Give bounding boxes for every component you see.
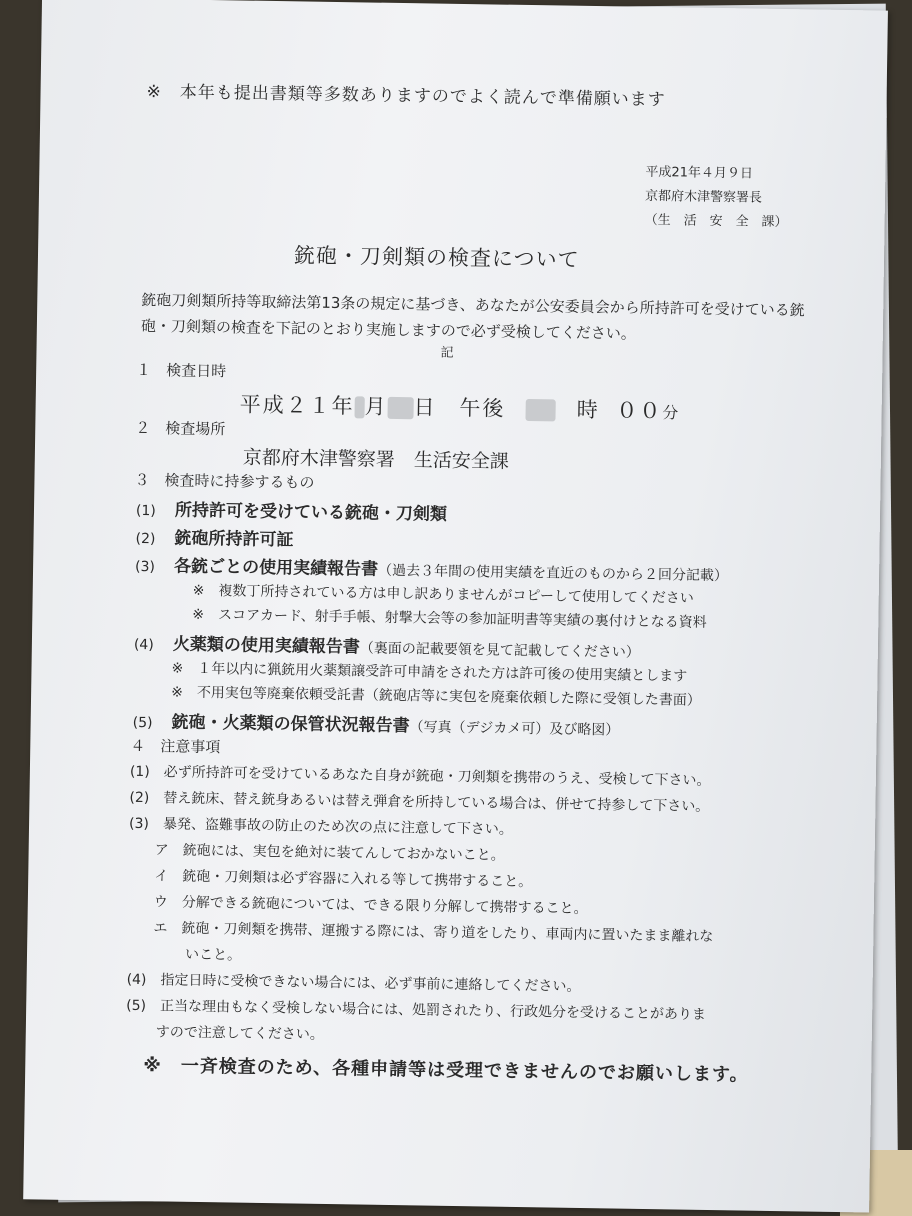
bring-item-4: (4) 火薬類の使用実績報告書（裏面の記載要領を見て記載してください） <box>133 634 640 661</box>
section4-label: ４ 注意事項 <box>130 736 221 757</box>
date-prefix: 平成２１年 <box>239 392 355 419</box>
ki-marker: 記 <box>440 345 454 361</box>
bring-item-5: (5) 銃砲・火薬類の保管状況報告書（写真（デジカメ可）及び略図） <box>132 712 620 739</box>
issue-date: 平成21年４月９日 <box>645 164 754 182</box>
intro-paragraph: 銃砲刀剣類所持等取締法第13条の規定に基づき、あなたが公安委員会から所持許可を受けている銃砲・刀剣類の検査を下記のとおり実施しますので必ず受検してください。 <box>140 290 805 343</box>
caution-sub-u: ウ 分解できる銃砲については、できる限り分解して携帯すること。 <box>153 894 588 918</box>
inspection-datetime <box>239 389 680 426</box>
bring-item-3-note-2: ※ スコアカード、射手手帳、射撃大会等の参加証明書等実績の裏付けとなる資料 <box>192 606 707 631</box>
inspection-place: 京都府木津警察署 生活安全課 <box>242 446 510 473</box>
caution-sub-i: イ 銃砲・刀剣類は必ず容器に入れる等して携帯すること。 <box>154 868 533 891</box>
notice-document <box>23 0 888 1212</box>
issuer-department: （生 活 安 全 課） <box>644 212 788 231</box>
day-unit: 日 <box>413 395 437 420</box>
minutes-value: ００ <box>616 398 663 424</box>
header-note: ※ 本年も提出書類等多数ありますのでよく読んで準備願います <box>146 82 666 111</box>
bring-item-4-note-1: ※ １年以内に猟銃用火薬類譲受許可申請をされた方は許可後の使用実績とします <box>171 660 688 685</box>
caution-item-1: (1) 必ず所持許可を受けているあなた自身が銃砲・刀剣類を携帯のうえ、受検して下さい。 <box>129 763 711 789</box>
redacted-month <box>354 396 364 418</box>
caution-item-2: (2) 替え銃床、替え銃身あるいは替え弾倉を所持している場合は、併せて持参して下さい。 <box>129 789 710 815</box>
bring-item-1: (1) 所持許可を受けている銃砲・刀剣類 <box>135 500 448 525</box>
redacted-day <box>387 397 413 419</box>
section1-label: １ 検査日時 <box>136 360 227 381</box>
footer-note: ※ 一斉検査のため、各種申請等は受理できませんのでお願いします。 <box>143 1055 749 1086</box>
caution-item-3: (3) 暴発、盗難事故の防止のため次の点に注意して下さい。 <box>128 815 514 838</box>
pm-label: 午後 <box>459 395 506 421</box>
caution-sub-e: エ 銃砲・刀剣類を携帯、運搬する際には、寄り道をしたり、車両内に置いたまま離れな <box>153 920 714 946</box>
bring-item-3: (3) 各銃ごとの使用実績報告書（過去３年間の使用実績を直近のものから２回分記載） <box>134 556 729 585</box>
bring-item-3-note-1: ※ 複数丁所持されている方は申し訳ありませんがコピーして使用してください <box>192 582 694 607</box>
minute-unit: 分 <box>662 403 681 423</box>
document-title: 銃砲・刀剣類の検査について <box>293 243 580 272</box>
month-unit: 月 <box>364 394 388 419</box>
section3-label: ３ 検査時に持参するもの <box>134 470 315 492</box>
section2-label: ２ 検査場所 <box>135 418 226 439</box>
caution-item-4: (4) 指定日時に受検できない場合には、必ず事前に連絡してください。 <box>126 971 581 995</box>
bring-item-4-note-2: ※ 不用実包等廃棄依頼受託書（銃砲店等に実包を廃棄依頼した際に受領した書面） <box>171 684 701 709</box>
bring-item-2: (2) 銃砲所持許可証 <box>135 528 294 551</box>
hour-unit: 時 <box>576 397 600 423</box>
issuer-name: 京都府木津警察署長 <box>644 188 763 206</box>
caution-sub-a: ア 銃砲には、実包を絶対に装てんしておかないこと。 <box>154 842 505 864</box>
caution-item-5: (5) 正当な理由もなく受検しない場合には、処罰されたり、行政処分を受けることがありま <box>126 997 707 1023</box>
caution-item-5-cont: すので注意してください。 <box>155 1024 324 1043</box>
caution-sub-e-cont: いこと。 <box>184 946 242 964</box>
issuer-block <box>644 161 788 235</box>
redacted-hour <box>526 399 556 421</box>
